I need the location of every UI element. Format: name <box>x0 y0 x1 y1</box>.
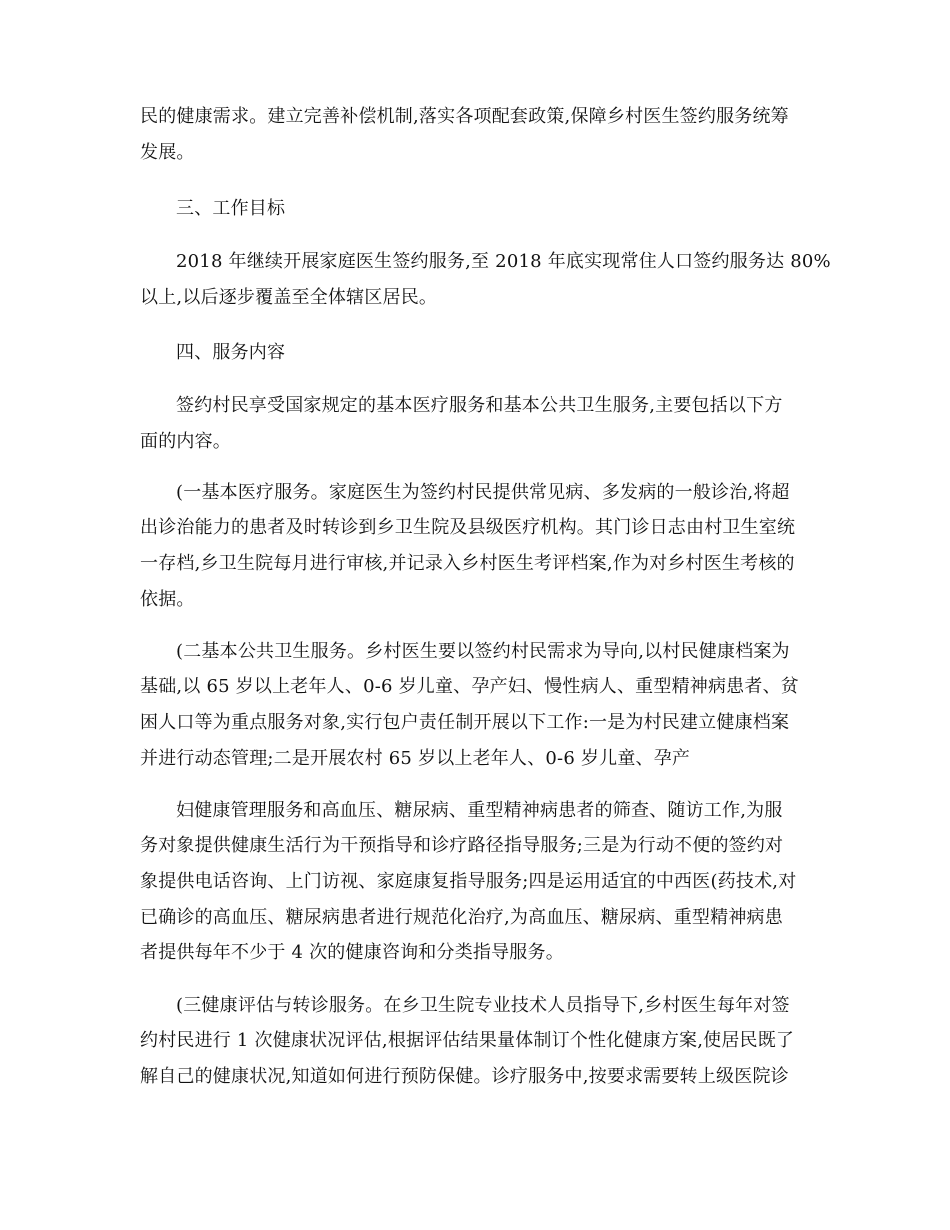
paragraph-line: 解自己的健康状况,知道如何进行预防保健。诊疗服务中,按要求需要转上级医院诊 <box>140 1066 789 1087</box>
paragraph-line: 约村民进行 1 次健康状况评估,根据评估结果量体制订个性化健康方案,使居民既了 <box>140 1030 795 1051</box>
paragraph-line: 民的健康需求。建立完善补偿机制,落实各项配套政策,保障乡村医生签约服务统筹 <box>140 106 789 127</box>
paragraph-line: 依据。 <box>140 589 195 610</box>
paragraph-line: (一基本医疗服务。家庭医生为签约村民提供常见病、多发病的一般诊治,将超 <box>176 482 790 503</box>
paragraph-line: 2018 年继续开展家庭医生签约服务,至 2018 年底实现常住人口签约服务达 80% <box>176 251 831 272</box>
paragraph-line: 已确诊的高血压、糖尿病患者进行规范化治疗,为高血压、糖尿病、重型精神病患 <box>140 907 783 928</box>
paragraph-line: 基础,以 65 岁以上老年人、0-6 岁儿童、孕产妇、慢性病人、重型精神病患者、贫 <box>140 676 799 697</box>
paragraph-line: 困人口等为重点服务对象,实行包户责任制开展以下工作:一是为村民建立健康档案 <box>140 712 790 733</box>
paragraph-line: 面的内容。 <box>140 431 231 452</box>
paragraph-line: 一存档,乡卫生院每月进行审核,并记录入乡村医生考评档案,作为对乡村医生考核的 <box>140 553 795 574</box>
section-heading: 三、工作目标 <box>176 198 286 219</box>
paragraph-line: 以上,以后逐步覆盖至全体辖区居民。 <box>140 287 438 308</box>
paragraph-line: 象提供电话咨询、上门访视、家庭康复指导服务;四是运用适宜的中西医(药技术,对 <box>140 871 797 892</box>
paragraph-line: (二基本公共卫生服务。乡村医生要以签约村民需求为导向,以村民健康档案为 <box>176 641 790 662</box>
paragraph-line: 签约村民享受国家规定的基本医疗服务和基本公共卫生服务,主要包括以下方 <box>176 395 783 416</box>
paragraph-line: 并进行动态管理;二是开展农村 65 岁以上老年人、0-6 岁儿童、孕产 <box>140 748 691 769</box>
paragraph-line: 发展。 <box>140 142 195 163</box>
paragraph-line: 务对象提供健康生活行为干预指导和诊疗路径指导服务;三是为行动不便的签约对 <box>140 835 784 856</box>
paragraph-line: 者提供每年不少于 4 次的健康咨询和分类指导服务。 <box>140 942 564 963</box>
paragraph-line: (三健康评估与转诊服务。在乡卫生院专业技术人员指导下,乡村医生每年对签 <box>176 995 790 1016</box>
paragraph-line: 妇健康管理服务和高血压、糖尿病、重型精神病患者的筛查、随访工作,为服 <box>176 800 783 821</box>
section-heading: 四、服务内容 <box>176 342 286 363</box>
paragraph-line: 出诊治能力的患者及时转诊到乡卫生院及县级医疗机构。其门诊日志由村卫生室统 <box>140 517 796 538</box>
